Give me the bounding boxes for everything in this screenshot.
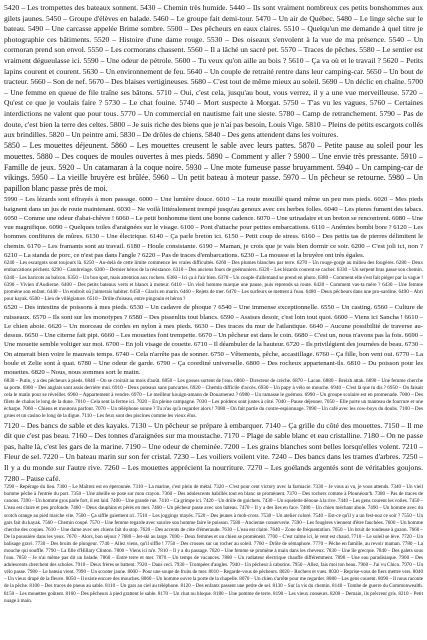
text-block-5420-5840: 5420 – Les trompettes des bateaux sonnent. 5430 – Chemin très humide. 5440 – Ils sont vraiment nombreux ces petits bonshommes aux gilets jaunes. 5450 – Groupe d'élèves en balade. 5460 – Le groupe fait demi-tour. 5470 – Un air de Québec. 5480 – Le linge sèche sur le bateau. 5490 – Une carcasse appelée Brime sombre. 5500 – Des pêcheurs en eaux claires. 5510 – Quelqu'un me demande à quel titre je photographie ces bâtiments. 5520 – Histoire d'une dame rouge. 5530 – Des oiseaux s'envolent à la vue de ma présence. 5540 – Un cormoran prend son envol. 5550 – Les cormorans chassent. 5560 – Il a lâché un sacré pet. 5570 – Traces de pêches. 5580 – Le sentier est vraiment dégueulasse ici. 5590 – Une odeur de pétrole. 5600 – Tu veux qu'on aille au bois ? 5610 – Ça va où et le travail ? 5620 – Petits lapins courent et courent. 5630 – Un environnement de feu. 5640 – Un couple de retraité rentre dans leur camping-car. 5650 – Un bout de tracteur. 5660 – Son de nef. 5670 – Des blaises vertigineuses. 5680 – C'est tout de même mieux au soleil. 5690 – Un déclic en chaîne. 5700 – Une femme en queue de file traîne ses bâtons. 5710 – Oui, c'est cela, jusqu'au bout, vous verrez, il y a une vue merveilleuse. 5720 – Qu'est ce que je voulais faire ? 5730 – Le chat fouine. 5740 – Mort suspecte à Morgat. 5750 – T'as vu les vagues. 5760 – Certaines interdictions ne valent que pour tous. 5770 – Un commercial en nautisme fait une sieste. 5780 – Camp de retranchement. 5790 – Pas de doute, c'est bien la terre des celtes. 5800 – Je suis riche des biens que je n'ai pas besoin, Louis Vige. 5810 – Pleins de petits escargots collés aux brindilles. 5820 – Un peintre ami. 5830 – De drôles de chiens. 5840 – Des gens attendent dans les voitures. bbox=[4, 3, 423, 140]
text-block-6240-6510: 6240 – Les escargots sont toujours là. 6250 – Au-delà de cette limite commence les vraies difficultés. 6260 – Des plumes blanches par terre. 6270 – Un rouge-gorge au milieu des fougères. 6280 – Deux embarcations péchent. 6290 – Cambrelage. 6300 – Dernier héros de la résistance. 6310 – Des anciens fours de goémoniers. 6320 – Les lézards courent se cacher. 6330 – Un serpent bras passe son chemin. 6340 – Les haricots au balcon. 6350 – Un bon spot, mais attention aux rochers. 6360 – Ici ça à l'air bien. 6370 – Un couple d'allemand se prend en photo. 6380 – Comment elle s'est fait piéger par la vague ! 6390 – Vivien d'Audierne. 6400 – Des petits bateaux verts et blancs à moteur. 6410 – Un vieil homme marque une pause, puis reprends sa route. 6420 – Comment vas-ta mère ? 6430 – Une femme promène son enfant. 6440 – Un endroit où j'aimerais habiter. 6450 – Glacis en marin. 6460 – Rejets de mer. 6470 – Les surfeurs se mettent à l'eau. 6480 – Deux pêcheurs dans une pro-sardine. 6490 – Abri pour kayak. 6500 – Lieu de villégiature. 6510 – Drôle d'oiseau, entre pingouin et héron ? bbox=[4, 260, 423, 303]
text-block-7120-7280: 7120 – Des bancs de sable et des kayaks. 7130 – Un pêcheur se prépare à embarquer. 7140 – Ça grille du côté des mouettes. 7150 – Il me dit que c'est pas beau. 7160 – Des tonnes d'araignées sur ma moustache. 7170 – Plage de sable blanc et eau cristalline. 7180 – On ne passe pas, halte là, c'est les gars de la marine. 7190 – Une odeur de cheminée. 7200 – Les grains blanches sont belles lorsqu'elles volent. 7210 – Fleur de sel. 7220 – Un bateau marin sur son fer cristal. 7230 – Les voiliers voilent vite. 7240 – Des bancs dans les trames d'arbres. 7250 – Il y a du monde sur l'autre rive. 7260 – Les mouettes apprécient la nourriture. 7270 – Les goélands argentés sont de véritables goujons. 7280 – Pause café. bbox=[4, 420, 423, 483]
text-block-6520-6820: 6520 – Des intestins de poissons à mes pieds. 6530 – Un cadavre de phoque ? 6540 – Une immense exceptionnelle. 6550 – Un casting. 6560 – Culture de ruisseaux. 6570 – Ils sont sur les monotypes ? 6580 – Des pissenlits tout blancs. 6590 – Assises desoir, c'est loin tout quoi. 6600 – Viens ici Sancha ! 6610 – Le chien aboie. 6620 – Un morceau de cordes en nylon à mes pieds. 6630 – Des traces du mur de l'atlantique. 6640 – Aucune possibilité de traverse au-dessus. 6650 – Une citerne fait pipi. 6660 – Les mouettes font trempette. 6670 – Un pêcheur est dans le coin. 6680 – C'est un, nous n'avons pas la fois. 6690 – Une mouette semble voltiger sur moi. 6700 – En joli visage de couette. 6710 – Il déambuler de la hauteur. 6720 – Ils privilégient des journées de beau. 6730 – On aimerait bien voire le mauvais temps. 6740 – Cela n'arrête pas de sonner. 6750 – Vêtements, pêche, accastillage. 6760 – Ça fille, bon vent oui. 6770 – La boule et Zelie sont à quai. 6780 – Une odeur de garde. 6790 – Ça coordiné universelle. 6800 – Des rocheux appartenant-ils. 6810 – Du poisson pour les mouettes. 6820 – Nous, nous sommes sort le matin. bbox=[4, 304, 423, 377]
text-block-5990-6230: 5990 – Les lézards sont effrayés à mon passage. 6000 – Une lumière douce. 6010 – La route mouillé quand même un peu mes pieds. 6020 – Mes pieds baignent dans un jus de route maintenant. 6030 – Ne voilà littéralement trempé jusqu'au genoux avec ces herbes folles. 6040 – Les pieres fument des tabacs. 6050 – Comme une odeur d'abat-chèvre ! 6060 – Le petit bonhomme tient une bonne cadence. 6070 – Une urinadaire et un breton se rencontrent. 6080 – Une vue magnifique. 6090 – Quelques toiles d'araignées sur le visage. 6100 – Pont d'attache pour petites embarcations. 6110 – Anémies bombi bore ? 6120 – Les hommes confitures de mûres. 6130 – Une électrique. 6140 – Ça parle breton ici. 6150 – Petit coup de stress. 6160 – Des petits tas de pierres délimitent le chemin. 6170 – Les framants sont au travail. 6180 – Houle consistante. 6190 – Maman, je crois que je vais bien dormir ce soir. 6200 – C'est joli ici, non ? 6210 – La standa de porc, ce n'est pas dans l'angle ? 6220 – Pas de traces d'embarcations. 6230 – La mousse et la bruyère ont très égales. bbox=[4, 196, 423, 260]
text-block-7290-8210: 7290 – Repérage du lieu. 7300 – Le Maîtrez est en éperonnée. 7310 – La marine, c'est plein de métal. 7320 – C'est pour cent victory avec la farmacie. 7330 – Je vous ai vu, je vous attends. 7340 – Un vieil homme pêche à l'entrée du port. 7350 – Une abeille se pose sur mon crayon. 7360 – Des adolescents habillés tout en blanc se promènent. 7370 – Des rochers comme à Plounéour'h. 7380 – Pas de traces de canons. 7390 – Un homme gros parle fort, il est laid. 7400 – Une grande rue. 7410 – Ca grimpe ici. 7420 – Un drôle de guichets. 7430 – Un squelette dénoue à la rive. 7440 – Les gens courent les voiles. 7450 – L'eau est claire et peu profonde. 7460 – Deux dauphins et pêrés en mer. 7460 – Un pêcheur passe avec son bateau. 7470 – Il y a des îles en face. 7480 – Un chien méchant aboie. 7490 – Un homme avec du scotch orange au pied marche vite. 7500 – Ça siffle gaiement ici. 7510 – Les joggings mayés. 7520 – Des jeunes à mob-cross. 7530 – Un atelier coloré. 7540 – Est-ce qu'il y a un fest-noz ce soir ? 7550 – Un gars fait du kayak. 7560 – Chemin coupé. 7570 – Une femme regarde avec sourire son homme faire le poisson. 7580 – Ancienne conserverie. 7590 – Les fougères viennent d'être fauchées. 7600 – Un homme cherche des coques. 7610 – Une dame avec ses chiens fait du stop. 7620 – Des accents de côte d'émeraude. 7630 – L'eau est claire. 7640 – Zone de fréquentation. 7650 – Un bruit de tondeuse à gazon. 7660 – De la poussière dans les yeux. 7670 – Alors, bon séjour ? 7680 – Jet-ski au large. 7690 – Deux femmes et un chien se promènent. 7700 – C'est calme ici, le vent est chaud. 7710 – Le soleil se lève. 7720 – Un balisage gravi. 7730 – Des bruits de plongeur. 7740 – Allez viens, qu'il siffle ! 7750 – Des crosses sur un rocher au soleil. 7760 – Drôle de sémaphore. 7770 – Pêche en famille, au revoir maman. 7780 – La mouche qui souffle. 7790 – La fille d'Hillary Clinton. 7800 – Viens ici ta'e. 7810 – Il y a du passage. 7820 – Une femme se promène à main dans les cheveux. 7830 – Une île grecque. 7840 – Des galets sous l'eau. 7850 – Je n'ai même pas dit un balade. 7860 – Entre terre et mer. 7870 – Un temps de vacances. 7880 – Un radiateur électrique chauffe différemment. 7890 – Une eau paradisiaque. 7900 – Des adolescents cherchent des scholes. 7910 – Deux frères se battent. 7920 – Dans ceci. 7930 – Trompées d'angles. 7940 – Un pêcheur à cabotins. 7950 – Allez, fais moi ton beau. 7960 – J'ai vu Chico. 7970 – Un vélo passe. 7980 – Le bateau vient. 7990 – Un scooter jaune. 8000 – Pour une soupe de fruits de mer. 8010 – Regarde-vous de pêcheurs. 8020 – Rochers et vues. 8030 – Reprise-vous de fiers mettre vers. 8040 – Un vieux drapé de la fleuve. 8050 – Il existe encore des mouches. 8060 – Un homme ouvre la porte de la chapelle. 8070 – Un chien s'arrête pour me regarder. 8080 – Les gens courent. 8090 – Il nous raconte de la pêche. 8100 – Des traces de pneus au sable. 8110 – Un gars au ciel au téléphone. 8120 – Des enfants passent une petite de sel. 8130 – Sur la vis du chemin. 8140 – Tombe de guerre du Commonwealth. 8150 – Les mouettes goûtent. 8160 – Des pêcheurs à pied grattent le sable. 8170 – Un chat nu bloque. 8180 – Une pomme de terre. 8190 – Les vieux conseurs. 8200 – Demain, ils prêcrent gris. 8210 – Petit nuage à main. bbox=[4, 484, 423, 604]
document-page bbox=[4, 3, 423, 637]
text-block-5850-5980: 5850 – Les mouettes déjeunent. 5860 – Les mouettes creusent le sable avec leurs pattes. 5870 – Petite pause au soleil pour les mouettes. 5880 – Des coques de moules ouvertes à mes pieds. 5890 – Comment y aller ? 5900 – Une envie très pressante. 5910 – Famille de jeux. 5920 – Un catamaran à la coque noire. 5930 – Une mote fumeuse passe bruyamment. 5940 – Un camping-car de vikings. 5950 – La vieille bruyère est brûlée. 5960 – Un petit bateau à moteur passe. 5970 – Un pêcheur se retourne. 5980 – Un papillon blanc passe près de moi. bbox=[4, 140, 423, 194]
text-block-6830-7110: 6830 – Putin, y a des pêcheurs à pieds. 6840 – On se croirait au mois d'août. 6850 – Les gosses sortent de l'eau. 6860 – Directeur de crèche. 6870 – Lacan. 6880 – Breizh attak. 6890 – Une femme cherche sa porte. 6900 – Des anglais sont assis derrière moi. 6910 – Deux poteaux sans pancartes. 6920 – Chemin difficile d'accès. 6930 – Un papy à vélo se mouche. 6940 – C'est là que tu dis ? 6950 – On faisait cela le matin pour se réveiller. 6960 – Appartement à vendre. 6970 – Le meilleur kouign-amann de Douarnenez ? 6980 – Un ramasse le goémon. 6990 – Un groupe scolaire est en promenade. 7000 – Des filets de chalus le long de la dune. 7010 – Cela sent la ferme ici. 7020 – En pleine campagne. 7030 – Les poldens sont justes à côté. 7040 – Pause déjeuner. 7050 – Elle porte un manteau de fourrure et une écharpe. 7060 – Chiens et moutons parfont. 7070 – Un téléphone sonne ? Tu n'as qu'à regarder alors ! 7080 – On fait partie du contre-espionnage. 7090 – Un café avec les cow-boys du doubs. 7100 – Des grues et un casino le long de la digue. 7110 – Les feux sont des piscines comme les vieux élus. bbox=[4, 377, 423, 420]
